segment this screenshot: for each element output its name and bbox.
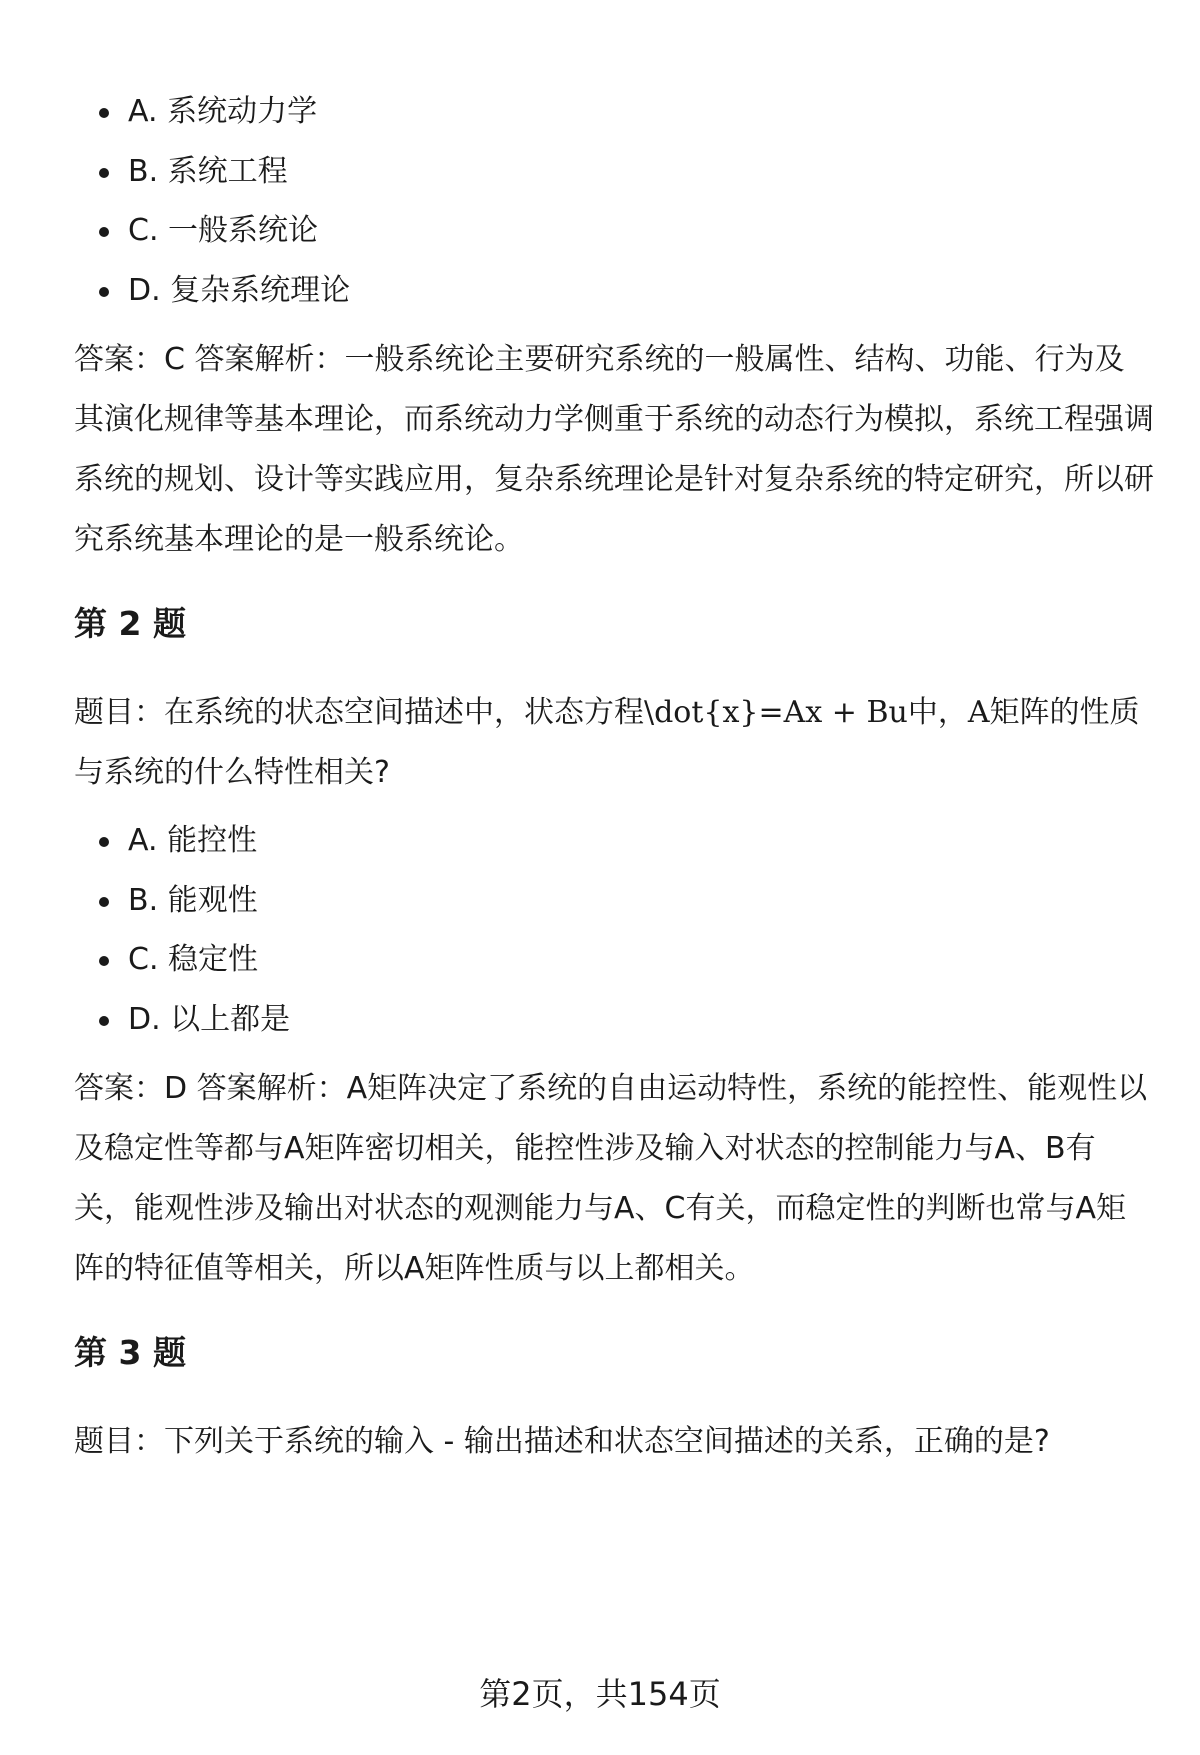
q2-matrix-symbol: A bbox=[967, 695, 990, 730]
list-item: C. 一般系统论 bbox=[128, 211, 1154, 251]
q3-stem: 题目：下列关于系统的输入 - 输出描述和状态空间描述的关系，正确的是? bbox=[74, 1424, 1050, 1459]
q2-equation: \dot{x}=Ax + Bu bbox=[644, 695, 908, 730]
q2-stem bbox=[74, 683, 1154, 803]
q2-stem-prefix: 题目：在系统的状态空间描述中，状态方程 bbox=[74, 695, 644, 730]
list-item: D. 以上都是 bbox=[128, 1000, 1154, 1040]
q2-stem-suffix: 矩阵的性质与系统的什么特性相关? bbox=[74, 695, 1140, 790]
q1-options bbox=[74, 92, 1154, 311]
q2-stem-mid: 中， bbox=[907, 695, 968, 730]
q3-title: 第 3 题 bbox=[74, 1333, 186, 1372]
page-content bbox=[74, 92, 1154, 1472]
q2-options bbox=[74, 821, 1154, 1040]
page-number: 第2页，共154页 bbox=[479, 1675, 721, 1713]
q2-answer: 答案：D 答案解析：A矩阵决定了系统的自由运动特性，系统的能控性、能观性以及稳定性等都与A矩阵密切相关，能控性涉及输入对状态的控制能力与A、B有关，能观性涉及输出对状态的观测能力与A、C有关，而稳定性的判断也常与A矩阵的特征值等相关，所以A矩阵性质与以上都相关。 bbox=[74, 1071, 1148, 1286]
list-item: C. 稳定性 bbox=[128, 940, 1154, 980]
list-item: D. 复杂系统理论 bbox=[128, 271, 1154, 311]
list-item: A. 能控性 bbox=[128, 821, 1154, 861]
list-item: B. 系统工程 bbox=[128, 152, 1154, 192]
list-item: B. 能观性 bbox=[128, 881, 1154, 921]
list-item: A. 系统动力学 bbox=[128, 92, 1154, 132]
q1-answer: 答案：C 答案解析：一般系统论主要研究系统的一般属性、结构、功能、行为及其演化规律等基本理论，而系统动力学侧重于系统的动态行为模拟，系统工程强调系统的规划、设计等实践应用，复杂系统理论是针对复杂系统的特定研究，所以研究系统基本理论的是一般系统论。 bbox=[74, 342, 1154, 557]
q2-title: 第 2 题 bbox=[74, 604, 186, 643]
